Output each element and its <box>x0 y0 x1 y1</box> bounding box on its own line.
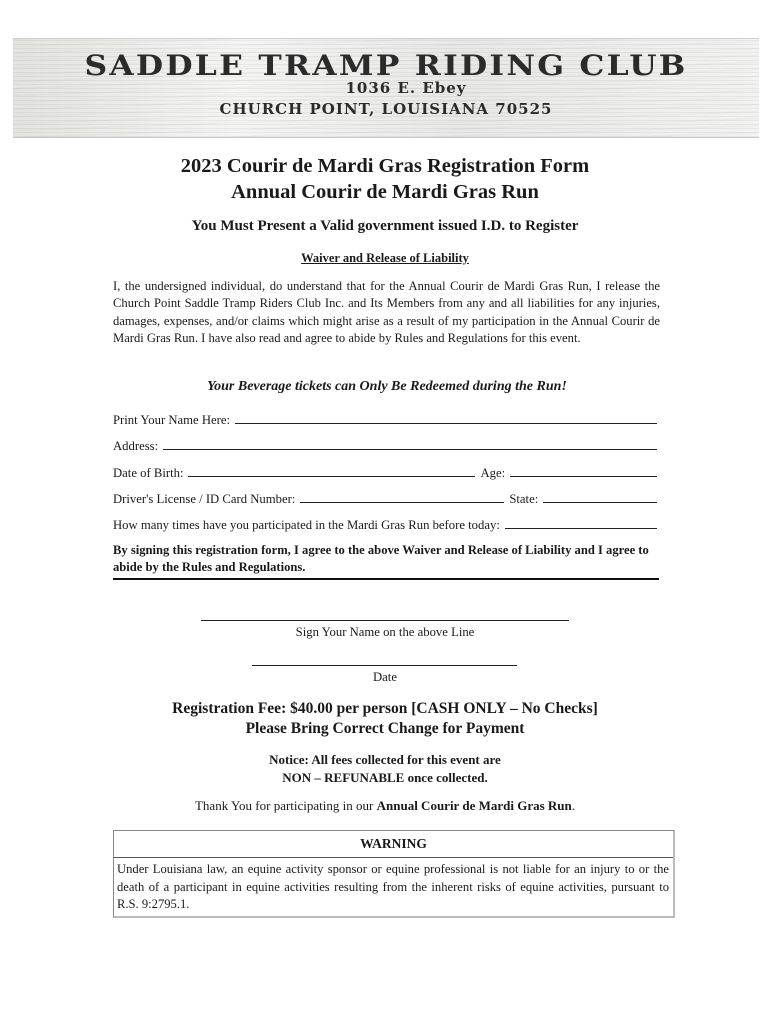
address-input-line[interactable] <box>163 437 657 450</box>
license-input-line[interactable] <box>300 490 504 503</box>
registration-fee: Registration Fee: $40.00 per person [CASH ONLY – No Checks] <box>172 700 598 717</box>
name-input-line[interactable] <box>235 411 657 424</box>
age-label: Age: <box>480 466 506 480</box>
form-subtitle: Annual Courir de Mardi Gras Run <box>231 181 539 203</box>
dob-label: Date of Birth: <box>113 466 184 480</box>
beverage-ticket-notice: Your Beverage tickets can Only Be Redeemed during the Run! <box>207 379 567 394</box>
fee-notice-line1: Notice: All fees collected for this event are <box>269 752 501 767</box>
dob-age-field <box>113 464 657 482</box>
date-caption: Date <box>373 670 397 684</box>
signature-caption: Sign Your Name on the above Line <box>295 625 475 639</box>
club-city-address: CHURCH POINT, LOUISIANA 70525 <box>219 100 553 118</box>
waiver-text: I, the undersigned individual, do understand that for the Annual Courir de Mardi Gras Run, I release the Church Point Saddle Tramp Riders Club Inc. and Its Members from any and all liabilities for any injuries, damages, expenses, and/or claims which might arise as a result of my participation in the Annual Courir de Mardi Gras Run. I have also read and agree to abide by Rules and Regulations for this event. <box>113 279 660 345</box>
name-field <box>113 411 657 429</box>
warning-heading: WARNING <box>114 831 673 858</box>
state-input-line[interactable] <box>543 490 657 503</box>
address-label: Address: <box>113 439 159 453</box>
dob-input-line[interactable] <box>188 464 475 477</box>
club-name: SADDLE TRAMP RIDING CLUB <box>84 49 688 82</box>
participation-count-field <box>113 516 657 534</box>
club-street-address: 1036 E. Ebey <box>345 79 467 97</box>
thank-you-prefix: Thank You for participating in our <box>194 798 377 813</box>
thank-you-event-name: Annual Courir de Mardi Gras Run <box>376 798 572 813</box>
fee-notice-line2: NON – REFUNABLE once collected. <box>282 770 488 785</box>
id-requirement-notice: You Must Present a Valid government issued I.D. to Register <box>191 218 579 234</box>
payment-change-note: Please Bring Correct Change for Payment <box>245 720 525 737</box>
participation-count-label: How many times have you participated in the Mardi Gras Run before today: <box>113 518 500 532</box>
warning-text: Under Louisiana law, an equine activity sponsor or equine professional is not liable for an injury to or the death of a participant in equine activities resulting from the inherent risks of equine activities, pursuant to R.S. 9:2795.1. <box>117 862 669 911</box>
age-input-line[interactable] <box>510 464 657 477</box>
date-line[interactable] <box>252 665 517 666</box>
license-label: Driver's License / ID Card Number: <box>113 492 296 506</box>
signature-line[interactable] <box>201 620 569 621</box>
form-title: 2023 Courir de Mardi Gras Registration Form <box>180 155 590 177</box>
thank-you-note <box>0 798 770 814</box>
state-label: State: <box>509 492 539 506</box>
thank-you-suffix: . <box>571 798 576 813</box>
warning-box <box>113 830 675 918</box>
license-state-field <box>113 490 657 508</box>
participation-count-input-line[interactable] <box>505 516 657 529</box>
agreement-statement: By signing this registration form, I agree to the above Waiver and Release of Liability and I agree to abide by the Rules and Regulations. <box>113 543 649 574</box>
agreement-divider <box>113 578 659 580</box>
letterhead-banner <box>13 38 759 138</box>
name-label: Print Your Name Here: <box>113 413 230 427</box>
address-field <box>113 437 657 455</box>
waiver-heading: Waiver and Release of Liability <box>301 251 469 265</box>
